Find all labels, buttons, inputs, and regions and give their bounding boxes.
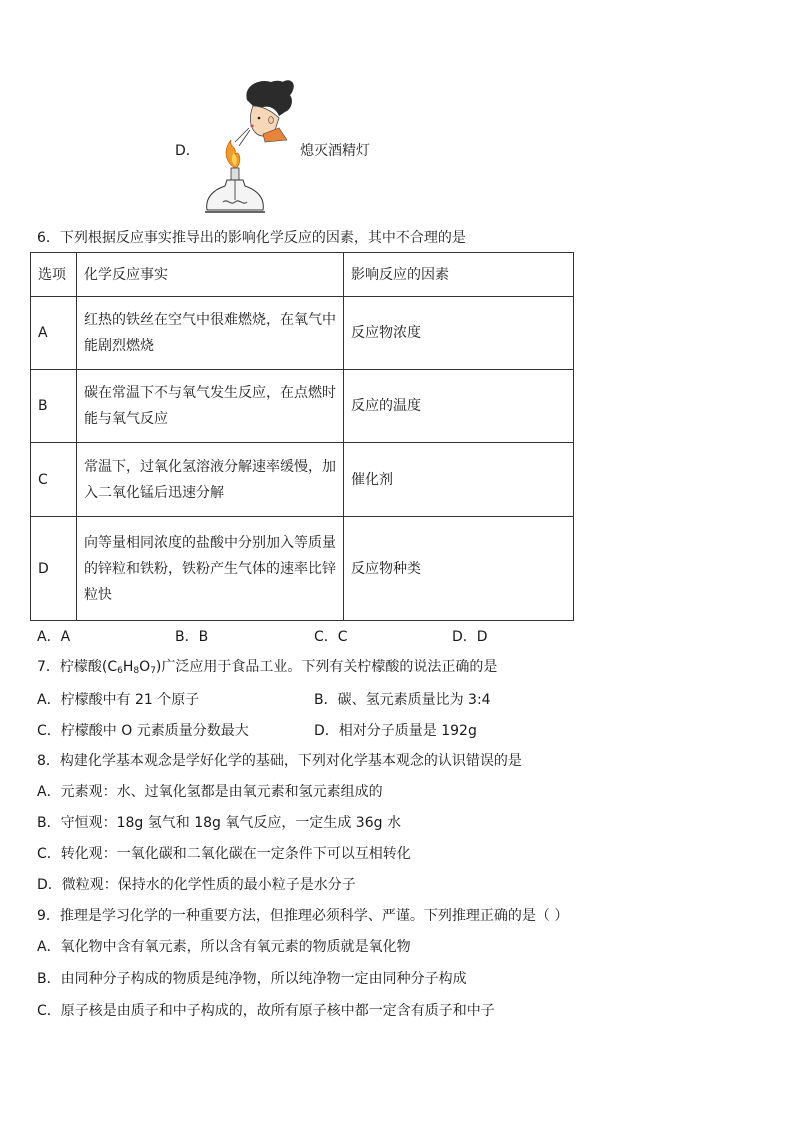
row-factor: 反应物浓度 [344, 297, 574, 370]
row-factor: 反应的温度 [344, 370, 574, 443]
q8-choice-c: C．转化观：一氧化碳和二氧化碳在一定条件下可以互相转化 [37, 846, 411, 862]
q8-choice-b: B．守恒观：18g 氢气和 18g 氧气反应，一定生成 36g 水 [37, 815, 401, 831]
q7-choice-b: B．碳、氢元素质量比为 3:4 [314, 692, 491, 708]
q9-choice-b: B．由同种分子构成的物质是纯净物，所以纯净物一定由同种分子构成 [37, 971, 467, 987]
table-row [31, 297, 574, 370]
q7-h: H [122, 659, 134, 675]
table-row [31, 517, 574, 621]
row-option: C [31, 443, 77, 517]
q6-table [30, 252, 574, 621]
q7-stem-pre: 7．柠檬酸(C [37, 659, 118, 675]
header-option: 选项 [31, 253, 77, 297]
q6-choice-a: A．A [37, 629, 71, 645]
q6-choice-b: B．B [175, 629, 209, 645]
q7-sub-c: 6 [117, 666, 123, 676]
row-fact: 常温下，过氧化氢溶液分解速率缓慢，加入二氧化锰后迅速分解 [77, 443, 344, 517]
q6-stem: 6．下列根据反应事实推导出的影响化学反应的因素，其中不合理的是 [37, 230, 466, 246]
q6-choice-d: D．D [452, 629, 488, 645]
q9-choice-a: A．氧化物中含有氧元素，所以含有氧元素的物质就是氧化物 [37, 939, 411, 955]
q7-choice-c: C．柠檬酸中 O 元素质量分数最大 [37, 723, 249, 739]
q8-choice-a: A．元素观：水、过氧化氢都是由氧元素和氢元素组成的 [37, 784, 383, 800]
row-option: D [31, 517, 77, 621]
q7-choice-d: D．相对分子质量是 192g [314, 723, 477, 739]
table-header-row [31, 253, 574, 297]
row-option: B [31, 370, 77, 443]
row-fact: 红热的铁丝在空气中很难燃烧，在氧气中能剧烈燃烧 [77, 297, 344, 370]
option-d-letter: D． [175, 143, 200, 159]
row-option: A [31, 297, 77, 370]
q7-sub-h: 8 [133, 666, 140, 676]
q9-stem: 9．推理是学习化学的一种重要方法，但推理必须科学、严谨。下列推理正确的是（ ） [37, 908, 569, 924]
header-factor: 影响反应的因素 [344, 253, 574, 297]
option-d-caption: 熄灭酒精灯 [300, 143, 370, 159]
q7-o: O [139, 659, 151, 675]
table-row [31, 370, 574, 443]
row-factor: 催化剂 [344, 443, 574, 517]
table-row [31, 443, 574, 517]
row-factor: 反应物种类 [344, 517, 574, 621]
header-fact: 化学反应事实 [77, 253, 344, 297]
row-fact: 向等量相同浓度的盐酸中分别加入等质量的锌粒和铁粉，铁粉产生气体的速率比锌粒快 [77, 517, 344, 621]
q7-stem-post: )广泛应用于食品工业。下列有关柠檬酸的说法正确的是 [155, 659, 498, 675]
q8-choice-d: D．微粒观：保持水的化学性质的最小粒子是水分子 [37, 877, 356, 893]
q8-stem: 8．构建化学基本观念是学好化学的基础，下列对化学基本观念的认识错误的是 [37, 753, 522, 769]
q9-choice-c: C．原子核是由质子和中子构成的，故所有原子核中都一定含有质子和中子 [37, 1003, 495, 1019]
blowing-out-alcohol-lamp-illustration [205, 76, 300, 216]
q7-stem [37, 657, 497, 681]
row-fact: 碳在常温下不与氧气发生反应，在点燃时能与氧气反应 [77, 370, 344, 443]
q7-sub-o: 7 [150, 666, 156, 676]
q7-choice-a: A．柠檬酸中有 21 个原子 [37, 692, 200, 708]
q6-choice-c: C．C [314, 629, 348, 645]
